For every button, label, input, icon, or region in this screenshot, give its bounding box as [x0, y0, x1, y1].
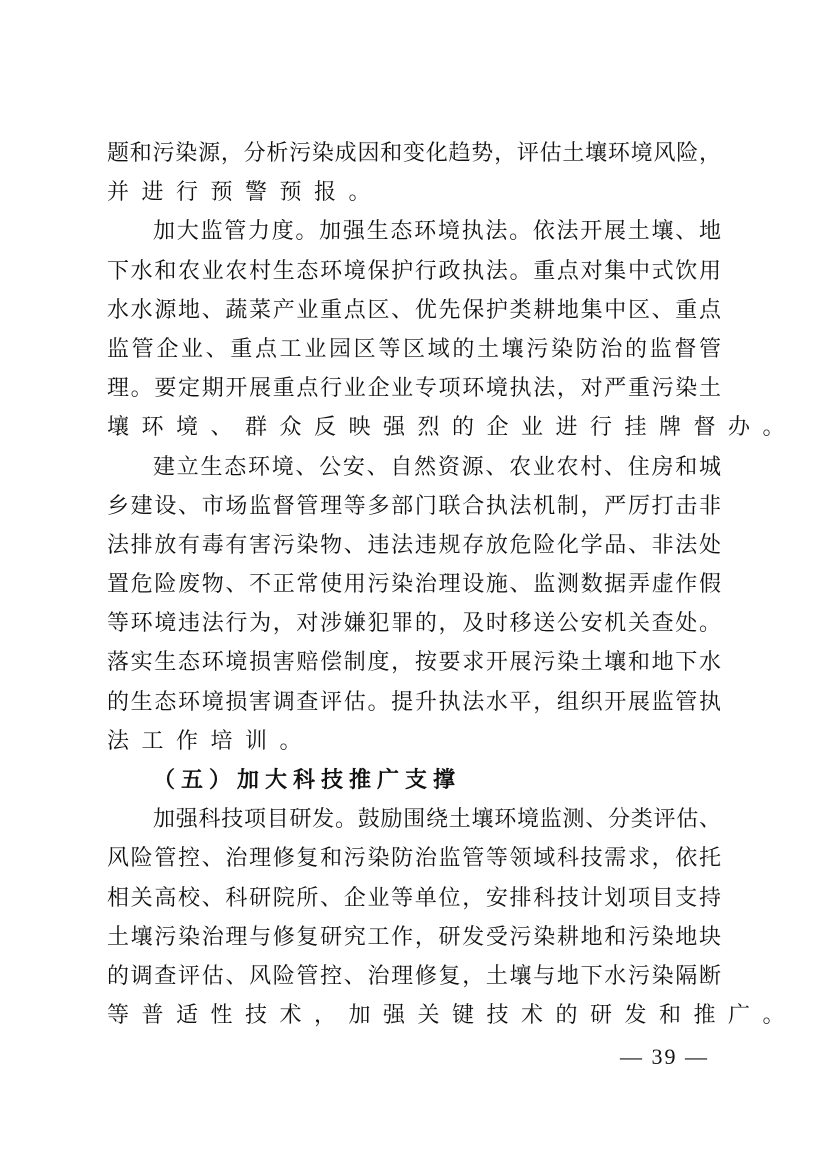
text-line: 下水和农业农村生态环境保护行政执法。重点对集中式饮用: [107, 258, 721, 284]
text-line: 土壤污染治理与修复研究工作，研发受污染耕地和污染地块: [107, 924, 721, 950]
text-line: 壤环境、群众反映强烈的企业进行挂牌督办。: [107, 415, 798, 441]
text-line: 风险管控、治理修复和污染防治监管等领域科技需求，依托: [107, 846, 721, 872]
text-line: 理。要定期开展重点行业企业专项环境执法，对严重污染土: [107, 376, 721, 402]
page-number: — 39 —: [620, 1044, 709, 1069]
text-line: 加大监管力度。加强生态环境执法。依法开展土壤、地: [153, 219, 721, 245]
text-line: 相关高校、科研院所、企业等单位，安排科技计划项目支持: [107, 885, 721, 911]
text-line: 落实生态环境损害赔偿制度，按要求开展污染土壤和地下水: [107, 650, 721, 676]
text-line: 乡建设、市场监督管理等多部门联合执法机制，严厉打击非: [107, 493, 721, 519]
text-line: 等普适性技术，加强关键技术的研发和推广。: [107, 1003, 798, 1029]
section-heading: （五）加大科技推广支撑: [153, 767, 462, 793]
document-body: [107, 134, 798, 1035]
text-line: 的调查评估、风险管控、治理修复，土壤与地下水污染隔断: [107, 963, 721, 989]
text-line: 并进行预警预报。: [107, 180, 384, 206]
text-line: 置危险废物、不正常使用污染治理设施、监测数据弄虚作假: [107, 572, 721, 598]
text-line: 法工作培训。: [107, 728, 315, 754]
text-line: 法排放有毒有害污染物、违法违规存放危险化学品、非法处: [107, 532, 721, 558]
text-line: 建立生态环境、公安、自然资源、农业农村、住房和城: [153, 454, 721, 480]
text-line: 题和污染源，分析污染成因和变化趋势，评估土壤环境风险，: [107, 141, 721, 166]
text-line: 加强科技项目研发。鼓励围绕土壤环境监测、分类评估、: [153, 807, 721, 833]
text-line: 等环境违法行为，对涉嫌犯罪的，及时移送公安机关查处。: [107, 611, 721, 637]
text-line: 监管企业、重点工业园区等区域的土壤污染防治的监督管: [107, 336, 721, 362]
text-line: 的生态环境损害调查评估。提升执法水平，组织开展监管执: [107, 689, 721, 715]
text-line: 水水源地、蔬菜产业重点区、优先保护类耕地集中区、重点: [107, 297, 721, 323]
